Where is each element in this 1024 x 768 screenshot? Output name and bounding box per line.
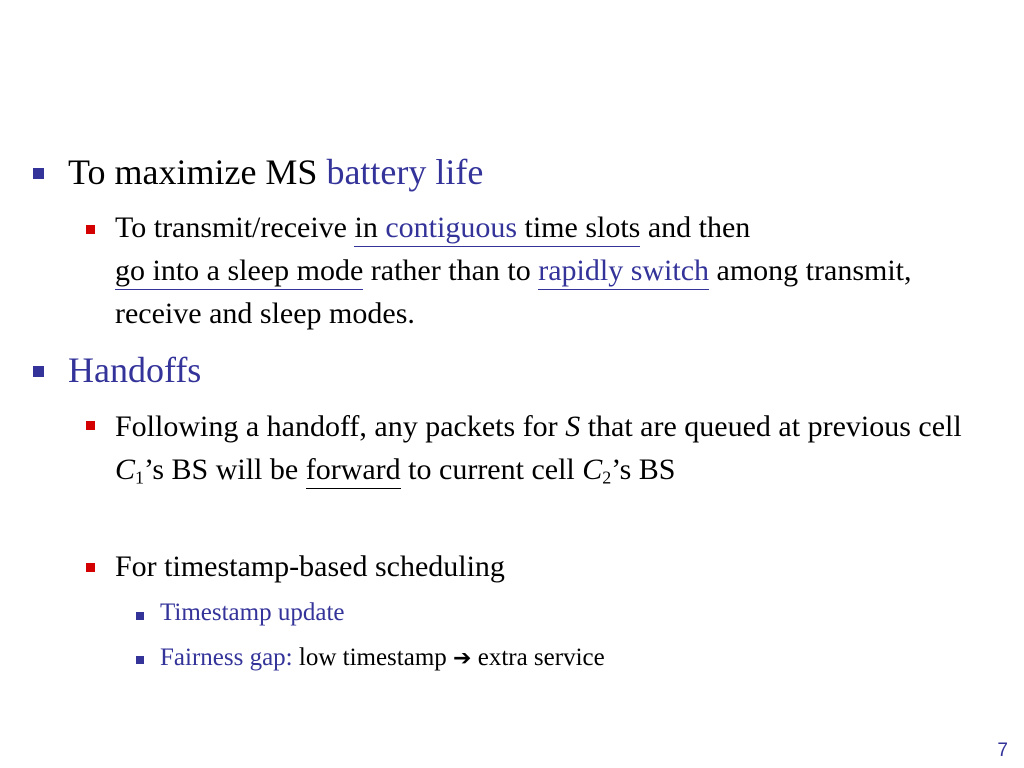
contiguous-slots-underline [354, 210, 640, 247]
page-number: 7 [997, 740, 1008, 761]
subscript-1: 1 [135, 467, 145, 488]
bullet-text: To maximize MS [68, 152, 327, 192]
bullet-square-icon [33, 366, 44, 377]
text-segment: rather than to [363, 254, 539, 287]
bullet-square-icon [33, 168, 44, 179]
sleep-mode-underline: go into a sleep mode [115, 253, 363, 290]
variable-c: C [582, 453, 603, 486]
variable-c: C [115, 453, 136, 486]
sub-bullet-timestamp-scheduling: For timestamp-based scheduling [115, 550, 505, 583]
variable-s: S [565, 410, 581, 443]
text-segment: to current cell [400, 453, 583, 486]
bullet-square-icon [136, 656, 144, 664]
bullet-square-icon [86, 421, 95, 430]
contiguous-highlight: contiguous [385, 211, 525, 244]
right-arrow-icon: ➔ [453, 646, 472, 671]
forward-underline: forward [306, 452, 401, 489]
bullet-square-icon [86, 563, 95, 572]
rapidly-switch-underline: rapidly switch [538, 253, 709, 290]
sub-bullet-following-handoff [115, 405, 995, 491]
sub-bullet-contiguous [115, 206, 995, 335]
bullet-battery-life [68, 152, 988, 192]
text-segment: extra service [471, 644, 605, 671]
sub-sub-bullet-timestamp-update: Timestamp update [160, 599, 345, 626]
battery-life-highlight: battery life [326, 152, 484, 192]
text-segment: time slots [524, 211, 641, 244]
text-segment: and then [640, 211, 751, 244]
fairness-gap-label: Fairness gap: [160, 644, 293, 671]
text-segment: that are queued at previous cell [580, 410, 962, 443]
text-segment: ’s BS [611, 453, 676, 486]
bullet-handoffs: Handoffs [68, 350, 202, 390]
bullet-square-icon [136, 612, 144, 620]
text-segment: in [354, 211, 386, 244]
text-segment: low timestamp [292, 644, 454, 671]
subscript-2: 2 [602, 467, 612, 488]
text-segment: To transmit/receive [115, 211, 355, 244]
text-segment: among transmit, receive and sleep modes. [115, 254, 912, 330]
bullet-square-icon [86, 225, 95, 234]
text-segment: ’s BS will be [144, 453, 306, 486]
text-segment: Following a handoff, any packets for [115, 410, 566, 443]
sub-sub-bullet-fairness-gap [160, 643, 605, 674]
